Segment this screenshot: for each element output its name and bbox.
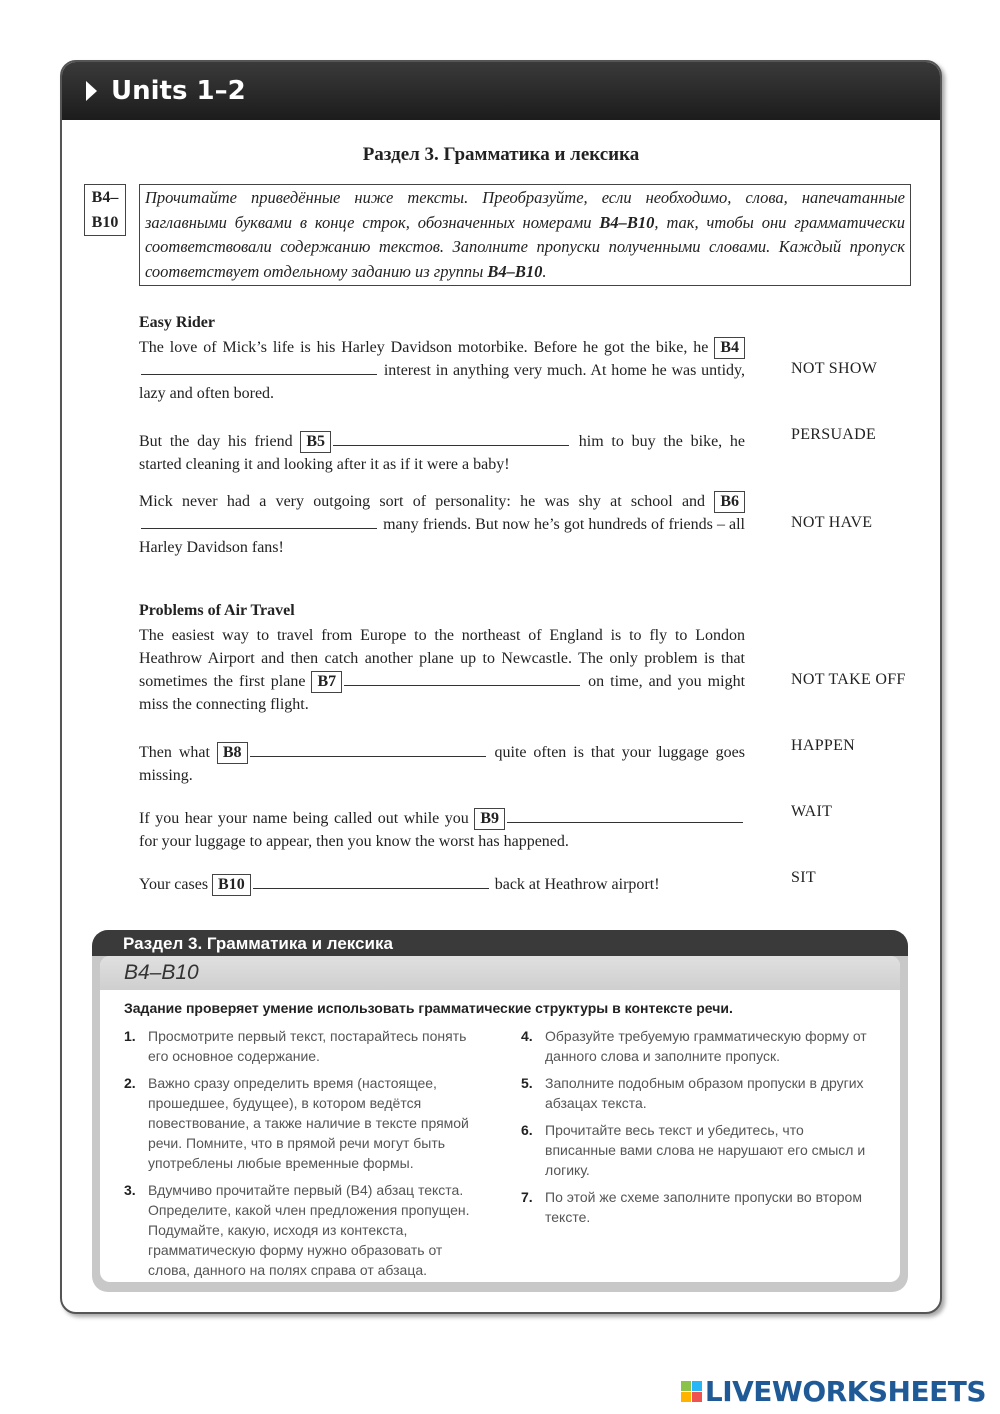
step-number: 3. — [124, 1182, 136, 1198]
instruction-code-2: B4–B10 — [487, 261, 543, 281]
gap-tag-b4: B4 — [714, 337, 745, 359]
b10-after: back at Heathrow airport! — [494, 876, 660, 893]
paragraph-b10 — [139, 873, 745, 896]
step-text: Образуйте требуемую грамматическую форму от данного слова и заполните пропуск. — [545, 1028, 867, 1064]
units-header — [62, 62, 940, 120]
instruction-text-3: . — [542, 261, 547, 281]
tip-step — [521, 1073, 877, 1113]
word-b4: NOT SHOW — [791, 360, 878, 377]
gap-tag-b6: B6 — [714, 491, 745, 513]
b8-after: quite often is that your luggage goes missing. — [139, 744, 746, 784]
tips-lead: Задание проверяет умение использовать грамматические структуры в контексте речи. — [124, 1000, 733, 1016]
step-number: 5. — [521, 1075, 533, 1091]
paragraph-b6 — [139, 490, 745, 559]
task-code-line-2: B10 — [91, 214, 119, 231]
units-title: Units 1–2 — [111, 76, 246, 106]
text2-title: Problems of Air Travel — [139, 602, 295, 619]
step-number: 2. — [124, 1075, 136, 1091]
instruction-box — [139, 184, 911, 286]
b5-after: him to buy the bike, he started cleaning it and looking after it as if it were a baby! — [139, 433, 746, 473]
gap-tag-b8: B8 — [217, 742, 248, 764]
b6-before: Mick never had a very outgoing sort of personality: he was shy at school and — [139, 493, 706, 510]
task-code-line-1: B4– — [91, 189, 119, 206]
play-triangle-icon — [86, 81, 97, 101]
b10-before: Your cases — [139, 876, 209, 893]
word-b9: WAIT — [791, 803, 833, 820]
tips-steps-left — [124, 1026, 476, 1287]
b6-after: many friends. But now he’s got hundreds of friends – all Harley Davidson fans! — [139, 516, 746, 556]
paragraph-b7 — [139, 624, 745, 716]
instruction-text-2: , так, чтобы они грамматически соответствовали содержанию текстов. Заполните пропуски полученными словами. Каждый пропуск соответствует отдельному заданию из группы — [145, 212, 906, 281]
step-number: 1. — [124, 1028, 136, 1044]
tip-step — [521, 1026, 877, 1066]
step-text: Вдумчиво прочитайте первый (B4) абзац текста. Определите, какой член предложения пропущен. Подумайте, какую, исходя из контекста, грамматическую форму нужно образовать от слова, данного на полях справа от абзаца. — [148, 1182, 470, 1278]
step-text: По этой же схеме заполните пропуски во втором тексте. — [545, 1189, 862, 1225]
tips-inner — [100, 956, 900, 1282]
tip-step — [521, 1187, 877, 1227]
step-text: Прочитайте весь текст и убедитесь, что вписанные вами слова не нарушают его смысл и логику. — [545, 1122, 866, 1178]
word-b7: NOT TAKE OFF — [791, 671, 906, 688]
text1-title: Easy Rider — [139, 314, 215, 331]
paragraph-b4 — [139, 336, 745, 405]
gap-b8-input[interactable] — [250, 742, 486, 757]
word-b5: PERSUADE — [791, 426, 877, 443]
word-b6: NOT HAVE — [791, 514, 873, 531]
word-b8: HAPPEN — [791, 737, 856, 754]
gap-b9-input[interactable] — [507, 808, 743, 823]
b7-after: on time, and you might miss the connecting flight. — [139, 673, 746, 713]
step-number: 7. — [521, 1189, 533, 1205]
b9-before: If you hear your name being called out while you — [139, 810, 469, 827]
tip-step — [124, 1180, 476, 1280]
section-title: Раздел 3. Грамматика и лексика — [362, 144, 640, 165]
gap-b7-input[interactable] — [344, 671, 580, 686]
b4-after: interest in anything very much. At home he was untidy, lazy and often bored. — [139, 362, 746, 402]
b9-after: for your luggage to appear, then you know the worst has happened. — [139, 833, 569, 850]
liveworksheets-wordmark: LIVEWORKSHEETS — [704, 1375, 986, 1408]
tip-step — [124, 1073, 476, 1173]
b7-before: The easiest way to travel from Europe to the northeast of England is to fly to London Heathrow Airport and then catch another plane up to Newcastle. The only problem is that sometimes the first plane — [139, 627, 745, 690]
b5-before: But the day his friend — [139, 433, 293, 450]
liveworksheets-logo-icon — [681, 1381, 702, 1402]
b4-before: The love of Mick’s life is his Harley Davidson motorbike. Before he got the bike, he — [139, 339, 709, 356]
paragraph-b9 — [139, 807, 745, 853]
step-text: Заполните подобным образом пропуски в других абзацах текста. — [545, 1075, 864, 1111]
tip-step — [124, 1026, 476, 1066]
tips-code: B4–B10 — [100, 956, 900, 990]
worksheet-card — [60, 60, 942, 1314]
word-b10: SIT — [791, 869, 816, 886]
gap-b10-input[interactable] — [253, 874, 489, 889]
tip-step — [521, 1120, 877, 1180]
step-text: Важно сразу определить время (настоящее, прошедшее, будущее), в котором ведётся повествование, а также наличие в тексте прямой речи. Помните, что в прямой речи могут быть употреблены любые временные формы. — [148, 1075, 469, 1171]
gap-b5-input[interactable] — [333, 431, 569, 446]
task-code-box — [84, 184, 126, 236]
b8-before: Then what — [139, 744, 210, 761]
instruction-code-1: B4–B10 — [599, 212, 655, 232]
gap-tag-b9: B9 — [474, 808, 505, 830]
paragraph-b5 — [139, 430, 745, 476]
gap-tag-b10: B10 — [212, 874, 251, 896]
gap-tag-b5: B5 — [300, 431, 331, 453]
step-text: Просмотрите первый текст, постарайтесь понять его основное содержание. — [148, 1028, 467, 1064]
tips-header: Раздел 3. Грамматика и лексика — [92, 930, 908, 956]
gap-tag-b7: B7 — [311, 671, 342, 693]
step-number: 6. — [521, 1122, 533, 1138]
step-number: 4. — [521, 1028, 533, 1044]
tips-steps-right — [521, 1026, 877, 1234]
paragraph-b8 — [139, 741, 745, 787]
gap-b4-input[interactable] — [141, 360, 377, 375]
liveworksheets-logo[interactable] — [681, 1375, 986, 1408]
gap-b6-input[interactable] — [141, 514, 377, 529]
tips-box — [92, 930, 908, 1292]
instruction-text-1: Прочитайте приведённые ниже тексты. Преобразуйте, если необходимо, слова, напечатанные заглавными буквами в конце строк, обозначенных номерами — [145, 188, 905, 232]
